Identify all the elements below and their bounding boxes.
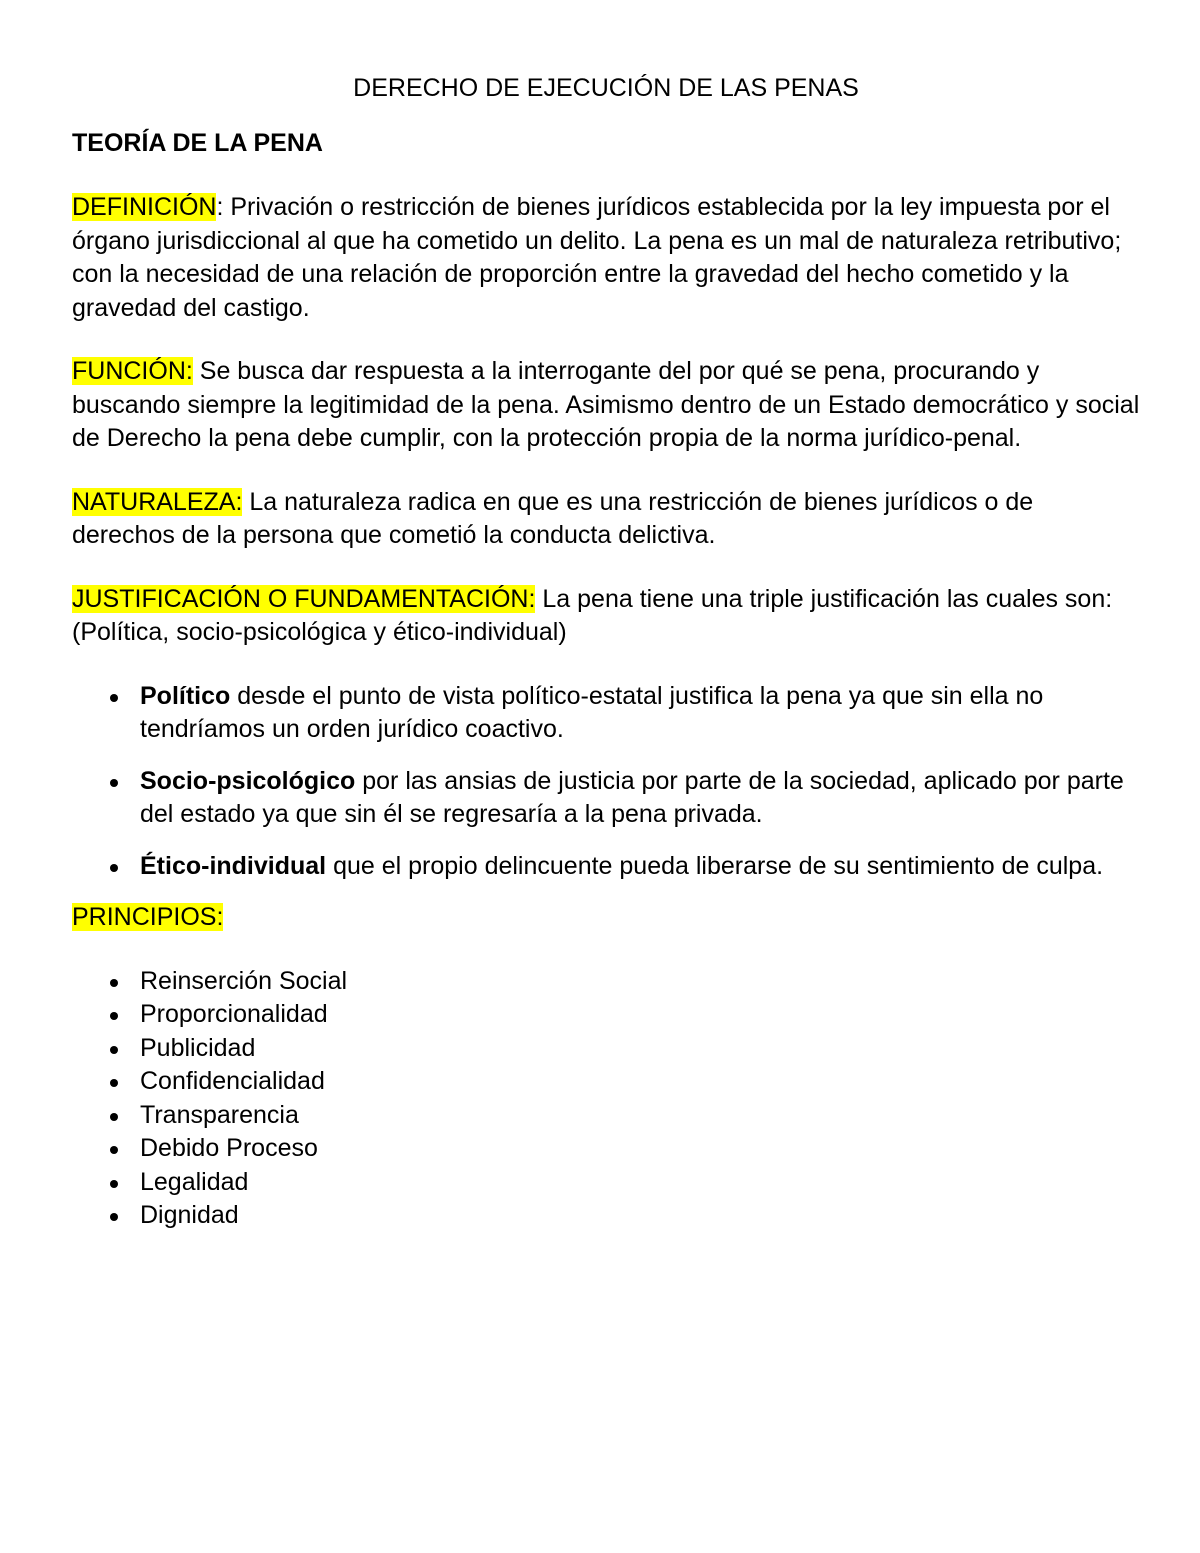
bullet-icon xyxy=(110,1113,118,1121)
bullet-icon xyxy=(110,1079,118,1087)
principios-label: PRINCIPIOS: xyxy=(72,903,224,931)
bullet-icon xyxy=(110,1012,118,1020)
justificacion-label: JUSTIFICACIÓN O FUNDAMENTACIÓN: xyxy=(72,584,536,613)
justificacion-list xyxy=(72,680,1140,884)
list-item xyxy=(72,1032,1140,1066)
funcion-label: FUNCIÓN: xyxy=(72,357,193,385)
naturaleza-paragraph xyxy=(72,486,1140,553)
document-subtitle: TEORÍA DE LA PENA xyxy=(72,129,323,157)
document-page xyxy=(72,68,1140,1233)
principios-list xyxy=(72,965,1140,1233)
bullet-icon xyxy=(110,1046,118,1054)
principio-text: Dignidad xyxy=(140,1201,239,1229)
bullet-icon xyxy=(110,864,118,872)
list-item xyxy=(72,850,1140,884)
list-item-term: Socio-psicológico xyxy=(140,766,356,795)
justificacion-text: La pena tiene una triple justificación las cuales son: (Política, socio-psicológica y ético-individual) xyxy=(72,584,1113,646)
bullet-icon xyxy=(110,779,118,787)
document-title: DERECHO DE EJECUCIÓN DE LAS PENAS xyxy=(353,74,859,102)
justificacion-paragraph xyxy=(72,583,1140,650)
list-item xyxy=(72,1199,1140,1233)
funcion-paragraph xyxy=(72,355,1140,456)
list-item-term: Ético-individual xyxy=(140,851,327,880)
principio-text: Publicidad xyxy=(140,1033,256,1062)
list-item xyxy=(72,765,1140,832)
list-item xyxy=(72,965,1140,999)
principio-text: Transparencia xyxy=(140,1100,299,1129)
bullet-icon xyxy=(110,979,118,987)
principio-text: Debido Proceso xyxy=(140,1134,318,1162)
principios-heading xyxy=(72,901,1140,935)
naturaleza-text: La naturaleza radica en que es una restricción de bienes jurídicos o de derechos de la persona que cometió la conducta delictiva. xyxy=(72,487,1034,549)
principio-text: Confidencialidad xyxy=(140,1067,325,1095)
list-item xyxy=(72,1132,1140,1166)
principio-text: Proporcionalidad xyxy=(140,1000,328,1028)
bullet-icon xyxy=(110,694,118,702)
list-item xyxy=(72,998,1140,1032)
funcion-text: Se busca dar respuesta a la interrogante del por qué se pena, procurando y buscando siempre la legitimidad de la pena. Asimismo dentro de un Estado democrático y social de Derecho la pena debe cumplir, con la protección propia de la norma jurídico-penal. xyxy=(72,357,1140,452)
list-item xyxy=(72,680,1140,747)
list-item xyxy=(72,1065,1140,1099)
list-item xyxy=(72,1099,1140,1133)
bullet-icon xyxy=(110,1180,118,1188)
bullet-icon xyxy=(110,1146,118,1154)
list-item-text: que el propio delincuente pueda liberarse de su sentimiento de culpa. xyxy=(326,851,1104,880)
list-item-term: Político xyxy=(140,681,231,710)
principio-text: Reinserción Social xyxy=(140,966,348,995)
definicion-label: DEFINICIÓN xyxy=(72,193,217,221)
naturaleza-label: NATURALEZA: xyxy=(72,487,243,516)
list-item xyxy=(72,1166,1140,1200)
principio-text: Legalidad xyxy=(140,1167,249,1196)
list-item-text: por las ansias de justicia por parte de la sociedad, aplicado por parte del estado ya que sin él se regresaría a la pena privada. xyxy=(140,766,1124,828)
definicion-text: : Privación o restricción de bienes jurídicos establecida por la ley impuesta por el órgano jurisdiccional al que ha cometido un delito. La pena es un mal de naturaleza retributivo; con la necesidad de una relación de proporción entre la gravedad del hecho cometido y la gravedad del castigo. xyxy=(72,193,1122,322)
list-item-text: desde el punto de vista político-estatal justifica la pena ya que sin ella no tendríamos un orden jurídico coactivo. xyxy=(140,681,1044,743)
bullet-icon xyxy=(110,1213,118,1221)
definicion-paragraph xyxy=(72,191,1140,325)
